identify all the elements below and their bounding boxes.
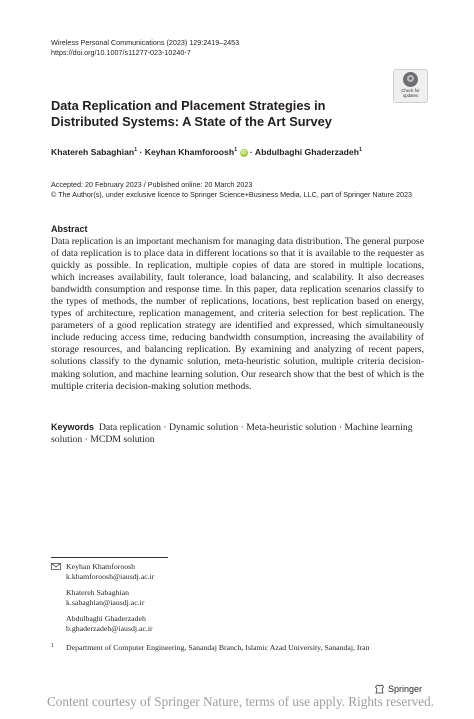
doi-link[interactable]: https://doi.org/10.1007/s11277-023-10240-7: [51, 48, 191, 57]
author-affiliation-mark: 1: [358, 147, 363, 154]
contact-name: Khatereh Sabaghian: [66, 588, 129, 597]
contact-email[interactable]: b.ghaderzadeh@iausdj.ac.ir: [66, 624, 153, 633]
dates-line: Accepted: 20 February 2023 / Published online: 20 March 2023: [51, 180, 253, 189]
orcid-icon[interactable]: iD: [241, 150, 247, 156]
journal-citation: Wireless Personal Communications (2023) 129:2419–2453: [51, 38, 240, 47]
contact-name: Keyhan Khamforoosh: [66, 562, 136, 571]
affiliation-mark: 1: [51, 643, 54, 649]
springer-logo: [374, 684, 422, 694]
footnote-rule: [51, 557, 168, 558]
abstract-heading: Abstract: [51, 224, 88, 234]
author-list: [51, 147, 362, 157]
contact-name: Abdulbaghi Ghaderzadeh: [66, 614, 146, 623]
contact-email[interactable]: k.khamforoosh@iausdj.ac.ir: [66, 572, 155, 581]
author-name[interactable]: Abdulbaghi Ghaderzadeh: [254, 147, 359, 157]
author-separator: ·: [137, 147, 145, 157]
copyright-line: © The Author(s), under exclusive licence to Springer Science+Business Media, LLC, part of Springer Nature 2023: [51, 190, 412, 199]
affiliation-text: Department of Computer Engineering, Sanandaj Branch, Islamic Azad University, Sanandaj, Iran: [66, 643, 370, 652]
check-updates-icon: [403, 72, 418, 87]
publication-dates: [51, 180, 412, 200]
author-name[interactable]: Khatereh Sabaghian: [51, 147, 135, 157]
contact-email[interactable]: k.sabaghian@iausdj.ac.ir: [66, 598, 145, 607]
contact-list: [66, 562, 154, 640]
keywords: [51, 421, 424, 446]
author-affiliation-mark: 1: [134, 147, 138, 154]
springer-horse-icon: [374, 684, 385, 694]
courtesy-footer: Content courtesy of Springer Nature, terms of use apply. Rights reserved.: [47, 694, 434, 709]
contact-entry: [66, 614, 154, 634]
envelope-icon: [51, 563, 61, 570]
springer-wordmark: Springer: [388, 684, 423, 694]
contact-entry: [66, 588, 154, 608]
check-updates-label: Check for updates: [401, 88, 420, 98]
abstract-text: Data replication is an important mechanism for managing data distribution. The general purpose of data replication is to place data in different locations so that it is available to the requester as quickly as possible. In replication, multiple copies of data are stored in multiple locations, which increases availability, fault tolerance, load balancing, and scalability. It also decreases bandwidth consumption and response time. In this paper, data replication scenarios classify to the types of methods, the number of replications, locations, best replication based on energy, types of architecture, replication management, and criteria selection for best replication. The parameters of a good replication strategy are identified and expressed, which simultaneously include reducing access time, reducing bandwidth consumption, increasing the availability of storage resources, and balancing replication. By examining and analyzing of recent papers, solutions classify to the dynamic solution, meta-heuristic solution, multiple criteria decision-making solution, and machine learning solution. Our research show that the best of which is the multiple criteria decision-making solution methods.: [51, 236, 424, 392]
paper-title: Data Replication and Placement Strategies in Distributed Systems: A State of the Art Survey: [51, 98, 332, 129]
author-affiliation-mark: 1: [234, 147, 238, 154]
contact-entry: [66, 562, 154, 582]
check-for-updates-badge[interactable]: [393, 69, 428, 103]
author-name[interactable]: Keyhan Khamforoosh: [144, 147, 235, 157]
author-separator: ·: [247, 147, 255, 157]
journal-header: [51, 38, 239, 58]
keywords-text: Data replication · Dynamic solution · Meta-heuristic solution · Machine learning solution · MCDM solution: [51, 422, 413, 446]
keywords-heading: Keywords: [51, 422, 95, 432]
